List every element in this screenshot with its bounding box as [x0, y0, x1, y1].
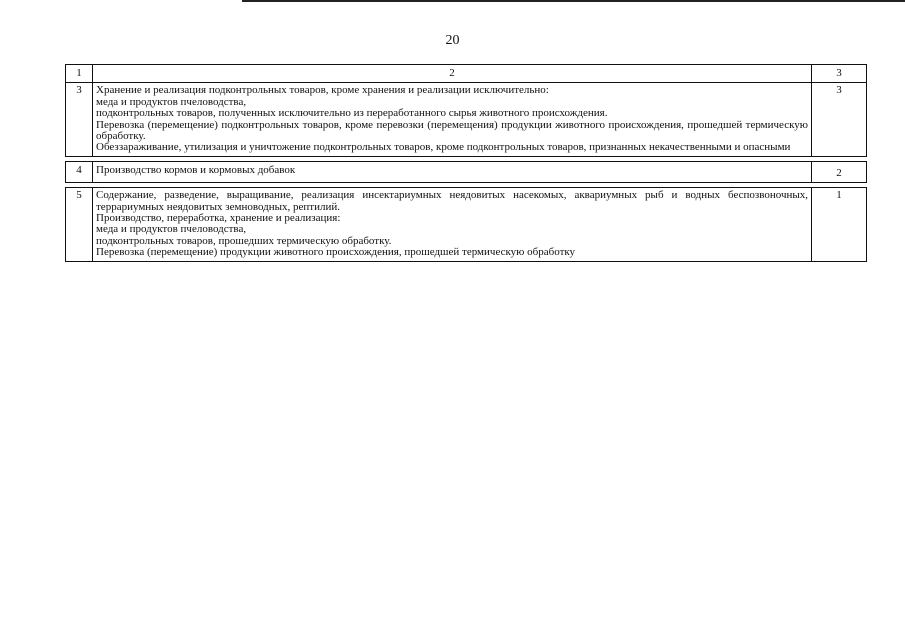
row-description	[93, 161, 812, 182]
row-number: 3	[66, 83, 93, 156]
description-line: Обеззараживание, утилизация и уничтожение подконтрольных товаров, кроме подконтрольных товаров, признанных некачественными и опасными	[96, 141, 791, 154]
description-line: меда и продуктов пчеловодства,	[96, 95, 247, 108]
table-row	[66, 83, 867, 156]
description-line: подконтрольных товаров, полученных исключительно из переработанного сырья животного происхождения.	[96, 107, 608, 120]
table-row	[66, 161, 867, 182]
description-line: Производство, переработка, хранение и реализация:	[96, 212, 341, 225]
description-line: Перевозка (перемещение) подконтрольных товаров, кроме перевозки (перемещения) продукции животного происхождения, прошедшей термическую обработку.	[96, 118, 808, 143]
row-class-value: 3	[812, 83, 867, 156]
top-rule	[242, 0, 905, 2]
table-row	[66, 188, 867, 261]
header-cell-2: 2	[93, 65, 812, 83]
row-class-value: 1	[812, 188, 867, 261]
row-number: 5	[66, 188, 93, 261]
row-description	[93, 188, 812, 261]
description-line: подконтрольных товаров, прошедших термическую обработку.	[96, 234, 392, 247]
table-header-row	[66, 65, 867, 83]
description-line: Содержание, разведение, выращивание, реализация инсектариумных неядовитых насекомых, аквариумных рыб и водных беспозвоночных, террариумных неядовитых земноводных, рептилий.	[96, 189, 808, 213]
row-description	[93, 83, 812, 156]
description-line: меда и продуктов пчеловодства,	[96, 223, 247, 236]
regulation-table	[65, 64, 867, 262]
description-line: Хранение и реализация подконтрольных товаров, кроме хранения и реализации исключительно:	[96, 84, 549, 97]
description-line: Производство кормов и кормовых добавок	[96, 163, 296, 176]
description-line: Перевозка (перемещение) продукции животного происхождения, прошедшей термическую обработку	[96, 246, 576, 259]
row-number: 4	[66, 161, 93, 182]
header-cell-1: 1	[66, 65, 93, 83]
page-number: 20	[445, 33, 460, 48]
header-cell-3: 3	[812, 65, 867, 83]
row-class-value: 2	[812, 161, 867, 182]
